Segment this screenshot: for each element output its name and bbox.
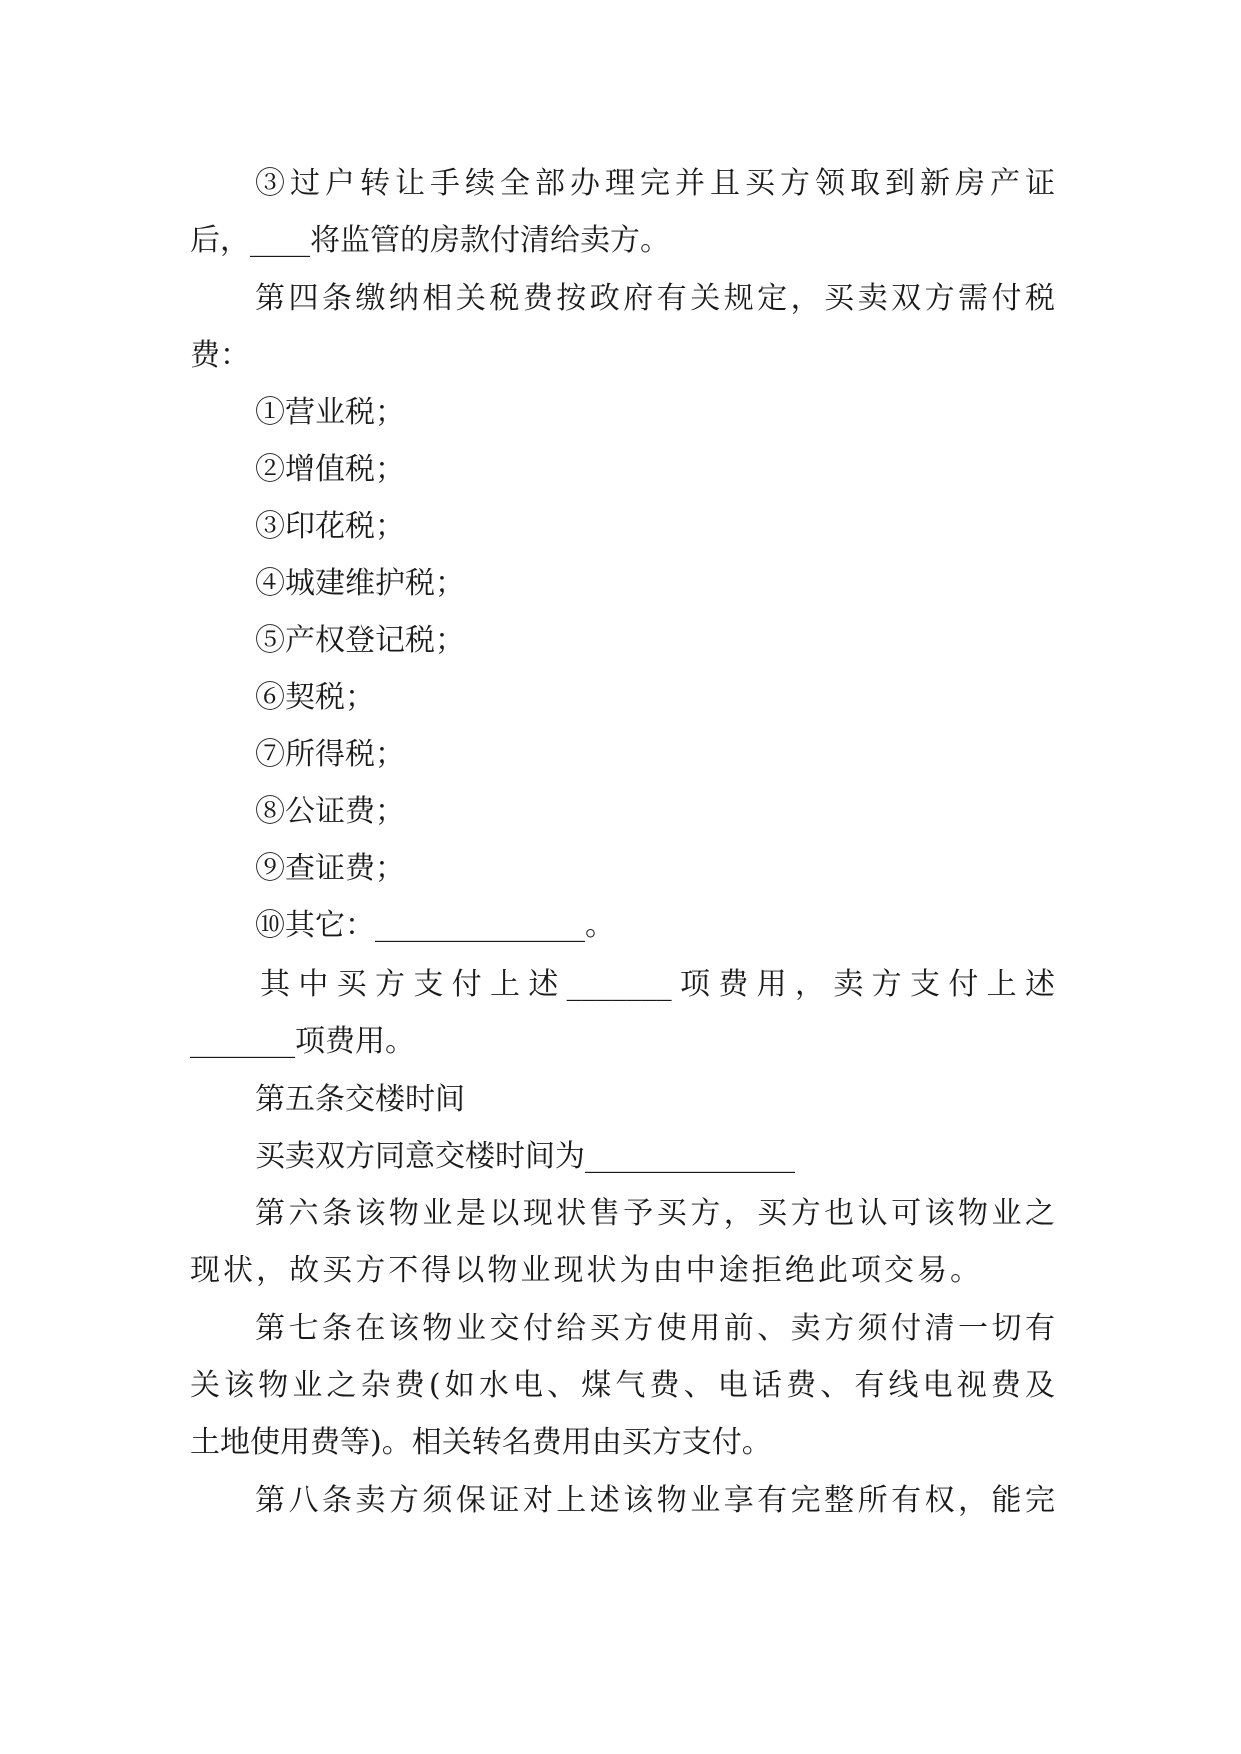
article-6-line: 第六条该物业是以现状售予买方，买方也认可该物业之	[255, 1196, 1055, 1231]
article-4-heading-line: 第四条缴纳相关税费按政府有关规定，买卖双方需付税	[255, 281, 1055, 316]
paragraph-line: 现状，故买方不得以物业现状为由中途拒绝此项交易。	[190, 1253, 980, 1288]
paragraph-line: 买卖双方同意交楼时间为______________	[255, 1139, 795, 1174]
list-item: ④城建维护税；	[255, 566, 465, 601]
list-item: ⑦所得税；	[255, 737, 405, 772]
list-item: ⑩其它：______________。	[255, 908, 615, 943]
list-item: ⑤产权登记税；	[255, 623, 465, 658]
paragraph-line: 土地使用费等)。相关转名费用由买方支付。	[190, 1425, 772, 1460]
article-8-line: 第八条卖方须保证对上述该物业享有完整所有权，能完	[255, 1483, 1055, 1518]
list-item: ②增值税；	[255, 452, 405, 487]
paragraph-line: 后，____将监管的房款付清给卖方。	[190, 223, 670, 258]
article-5-heading: 第五条交楼时间	[255, 1082, 465, 1117]
list-item: ⑥契税；	[255, 680, 375, 715]
list-item: ⑨查证费；	[255, 851, 405, 886]
paragraph-line: 关该物业之杂费(如水电、煤气费、电话费、有线电视费及	[190, 1368, 1055, 1403]
list-item: ⑧公证费；	[255, 794, 405, 829]
paragraph-line: _______项费用。	[190, 1024, 415, 1059]
paragraph-line: 其中买方支付上述_______项费用，卖方支付上述	[260, 967, 1055, 1002]
list-item: ①营业税；	[255, 395, 405, 430]
paragraph-line: ③过户转让手续全部办理完并且买方领取到新房产证	[255, 166, 1055, 201]
paragraph-line: 费：	[190, 338, 250, 373]
list-item: ③印花税；	[255, 509, 405, 544]
article-7-line: 第七条在该物业交付给买方使用前、卖方须付清一切有	[255, 1311, 1055, 1346]
